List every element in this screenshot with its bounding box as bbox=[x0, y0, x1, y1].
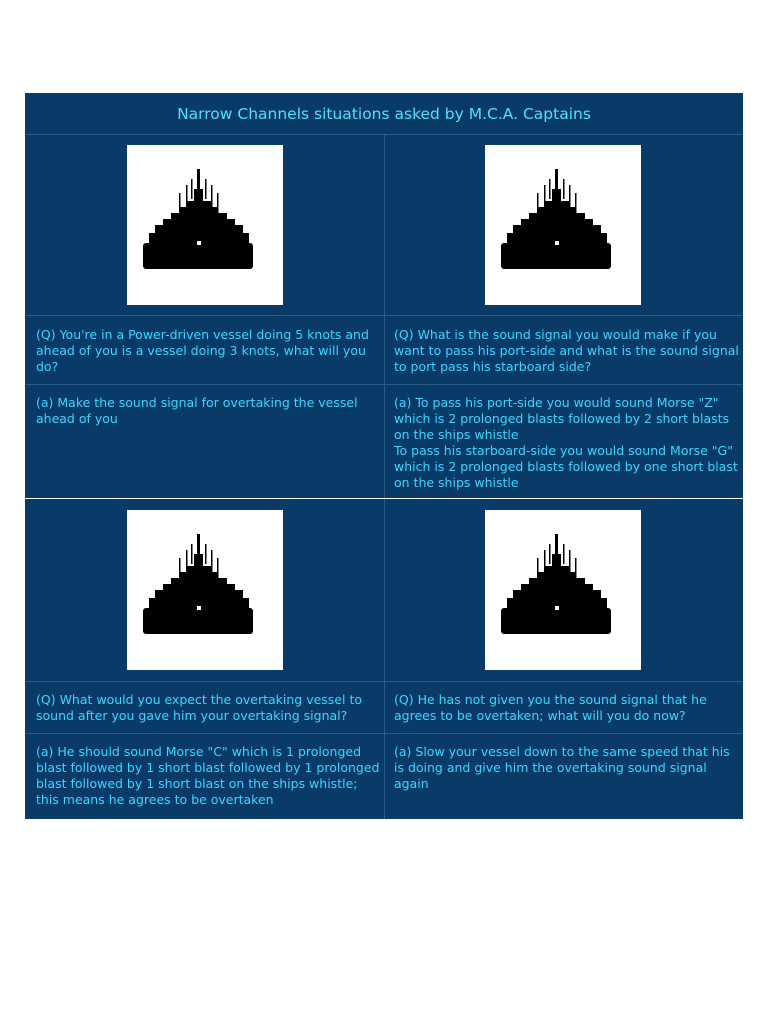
answer-text: (a) Make the sound signal for overtaking the vessel ahead of you bbox=[36, 395, 358, 426]
answer-text: (a) He should sound Morse "C" which is 1 prolonged blast followed by 1 short blast followed by 1 prolonged blast followed by 1 short blast on the ships whistle; this means he agrees to be overtaken bbox=[36, 744, 380, 807]
row-divider bbox=[25, 315, 743, 316]
ship-silhouette-image bbox=[485, 145, 641, 305]
row-divider bbox=[25, 681, 743, 682]
ship-silhouette-image bbox=[127, 510, 283, 670]
ship-silhouette-image bbox=[485, 510, 641, 670]
section-divider bbox=[25, 498, 743, 499]
ship-silhouette-icon bbox=[485, 145, 641, 305]
narrow-channels-panel bbox=[25, 93, 743, 819]
ship-silhouette-icon bbox=[127, 510, 283, 670]
row-divider bbox=[25, 733, 743, 734]
ship-silhouette-icon bbox=[127, 145, 283, 305]
question-text: (Q) You're in a Power-driven vessel doing 5 knots and ahead of you is a vessel doing 3 knots, what will you do? bbox=[36, 327, 369, 374]
answer-text: (a) Slow your vessel down to the same speed that his is doing and give him the overtaking sound signal again bbox=[394, 744, 730, 791]
question-text: (Q) What is the sound signal you would make if you want to pass his port-side and what is the sound signal to port pass his starboard side? bbox=[394, 327, 739, 374]
ship-silhouette-image bbox=[127, 145, 283, 305]
column-divider bbox=[384, 135, 385, 819]
answer-text: (a) To pass his port-side you would sound Morse "Z" which is 2 prolonged blasts followed by 2 short blasts on the ships whistle To pass his starboard-side you would sound Morse "G" which is 2 prolonged blasts followed by one short blast on the ships whistle bbox=[394, 395, 738, 490]
panel-title: Narrow Channels situations asked by M.C.A. Captains bbox=[25, 93, 743, 135]
question-text: (Q) What would you expect the overtaking vessel to sound after you gave him your overtaking signal? bbox=[36, 692, 363, 723]
row-divider bbox=[25, 384, 743, 385]
question-text: (Q) He has not given you the sound signal that he agrees to be overtaken; what will you do now? bbox=[394, 692, 707, 723]
ship-silhouette-icon bbox=[485, 510, 641, 670]
